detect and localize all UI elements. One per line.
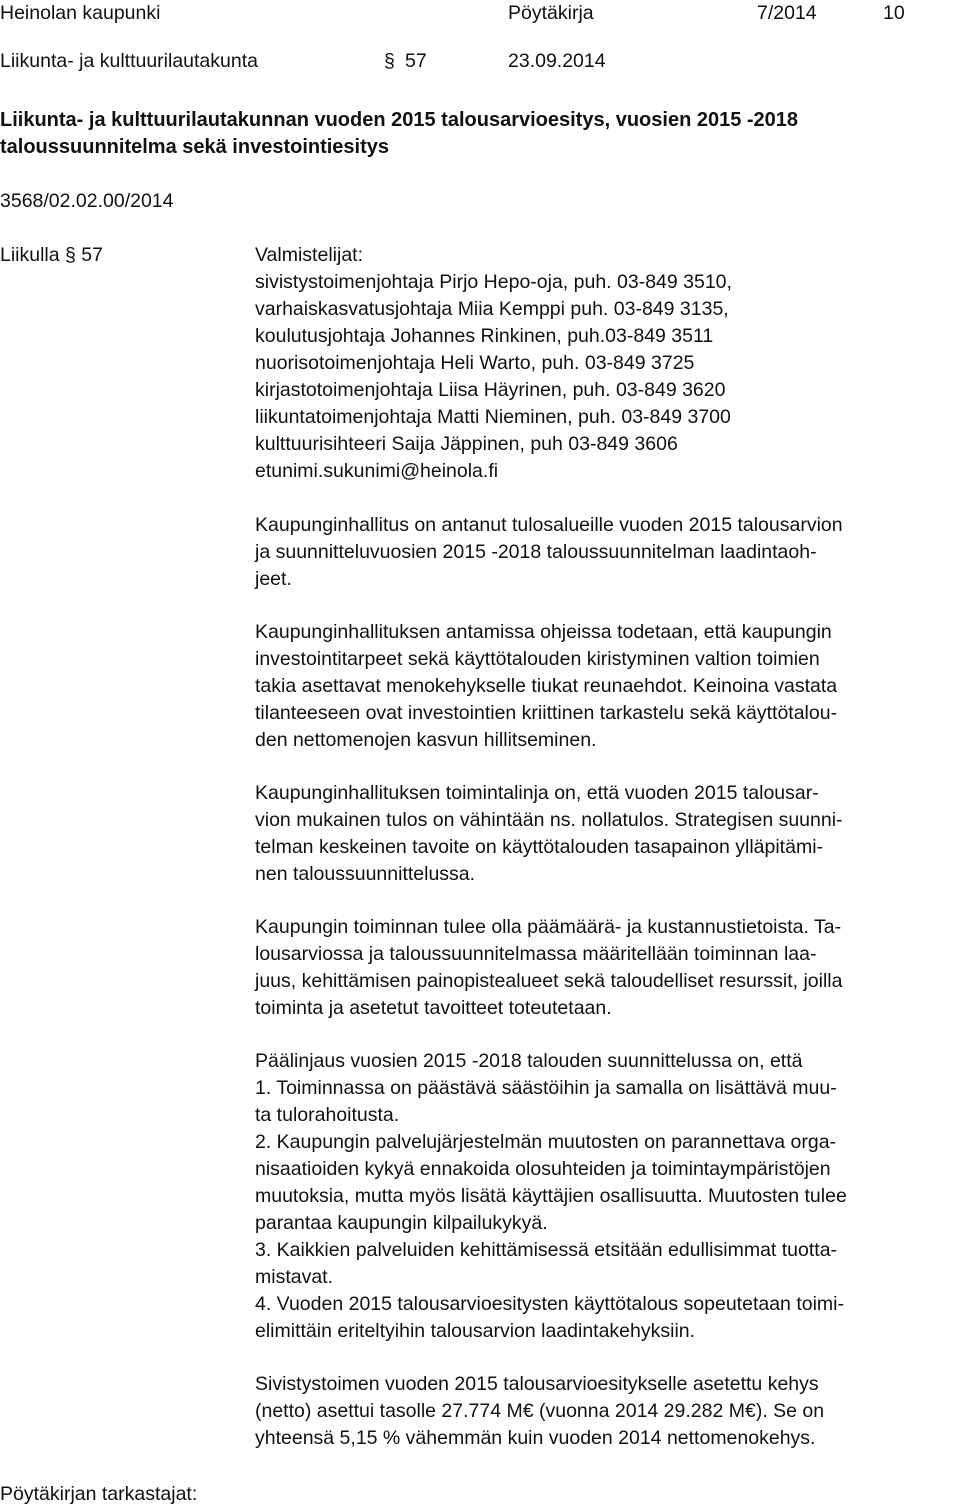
paragraph-2: Kaupunginhallituksen antamissa ohjeissa todetaan, että kaupungin investointitarpeet sekä käyttötalouden kiristyminen valtion toimien takia asettavat menokehykselle tiukat reunaehdot. Keinoina vastata tilanteeseen ovat investointien kriittinen tarkastelu sekä käyttötalou- den nettomenojen kasvun hillitseminen. [255,621,838,751]
title-line-2: taloussuunnitelma sekä investointiesitys [0,136,390,158]
committee-name: Liikunta- ja kulttuurilautakunta [0,50,258,72]
doc-type: Pöytäkirja [508,2,594,24]
paragraph-4: Kaupungin toiminnan tulee olla päämäärä- ja kustannustietoista. Ta- lousarviossa ja taloussuunnitelmassa määritellään toiminnan laa- juus, kehittämisen painopistealueet sekä taloudelliset resurssit, joilla toiminta ja asetetut tavoitteet toteutetaan. [255,916,843,1019]
section-icon: § [384,50,395,72]
org-name: Heinolan kaupunki [0,2,161,24]
title-line-1: Liikunta- ja kulttuurilautakunnan vuoden 2015 talousarvioesitys, vuosien 2015 -2018 [0,109,799,131]
meeting-date: 23.09.2014 [508,50,606,72]
paragraph-6: Sivistystoimen vuoden 2015 talousarvioesitykselle asetettu kehys (netto) asettui tasolle 27.774 M€ (vuonna 2014 29.282 M€). Se on yhteensä 5,15 % vähemmän kuin vuoden 2014 nettomenokehys. [255,1373,825,1449]
paragraph-5: Päälinjaus vuosien 2015 -2018 talouden suunnittelussa on, että 1. Toiminnassa on päästävä säästöihin ja samalla on lisättävä muu- ta tulorahoitusta. 2. Kaupungin palvelujärjestelmän muutosten on parannettava orga- nisaatioiden kykyä ennakoida olosuhteiden ja toimintaympäristöjen muutoksia, mutta myös lisätä käyttäjien osallisuutta. Muutosten tulee parantaa kaupungin kilpailukykyä. 3. Kaikkien palveluiden kehittämisessä etsitään edullisimmat tuotta- mistavat. 4. Vuoden 2015 talousarvioesitysten käyttötalous sopeutetaan toimi- elimittäin eriteltyihin talousarvion laadintakehyksiin. [255,1050,847,1342]
section-label: Liikulla § 57 [0,244,103,266]
record-number: 3568/02.02.00/2014 [0,190,174,212]
page-number: 10 [883,2,905,24]
doc-number: 7/2014 [757,2,817,24]
footer-inspectors: Pöytäkirjan tarkastajat: [0,1483,198,1505]
paragraph-3: Kaupunginhallituksen toimintalinja on, että vuoden 2015 talousar- vion mukainen tulos on vähintään ns. nollatulos. Strategisen suunni- telman keskeinen tavoite on käyttötalouden tasapainon ylläpitämi- nen taloussuunnittelussa. [255,782,843,885]
main-column [255,242,960,1478]
section-number: 57 [405,50,427,72]
preparers-list: Valmistelijat: sivistystoimenjohtaja Pirjo Hepo-oja, puh. 03-849 3510, varhaiskasvatusjohtaja Miia Kemppi puh. 03-849 3135, koulutusjohtaja Johannes Rinkinen, puh.03-849 3511 nuorisotoimenjohtaja Heli Warto, puh. 03-849 3725 kirjastotoimenjohtaja Liisa Häyrinen, puh. 03-849 3620 liikuntatoimenjohtaja Matti Nieminen, puh. 03-849 3700 kulttuurisihteeri Saija Jäppinen, puh 03-849 3606 etunimi.sukunimi@heinola.fi [255,244,732,482]
paragraph-1: Kaupunginhallitus on antanut tulosalueille vuoden 2015 talousarvion ja suunnitteluvuosien 2015 -2018 taloussuunnitelman laadintaoh- jeet. [255,514,843,590]
